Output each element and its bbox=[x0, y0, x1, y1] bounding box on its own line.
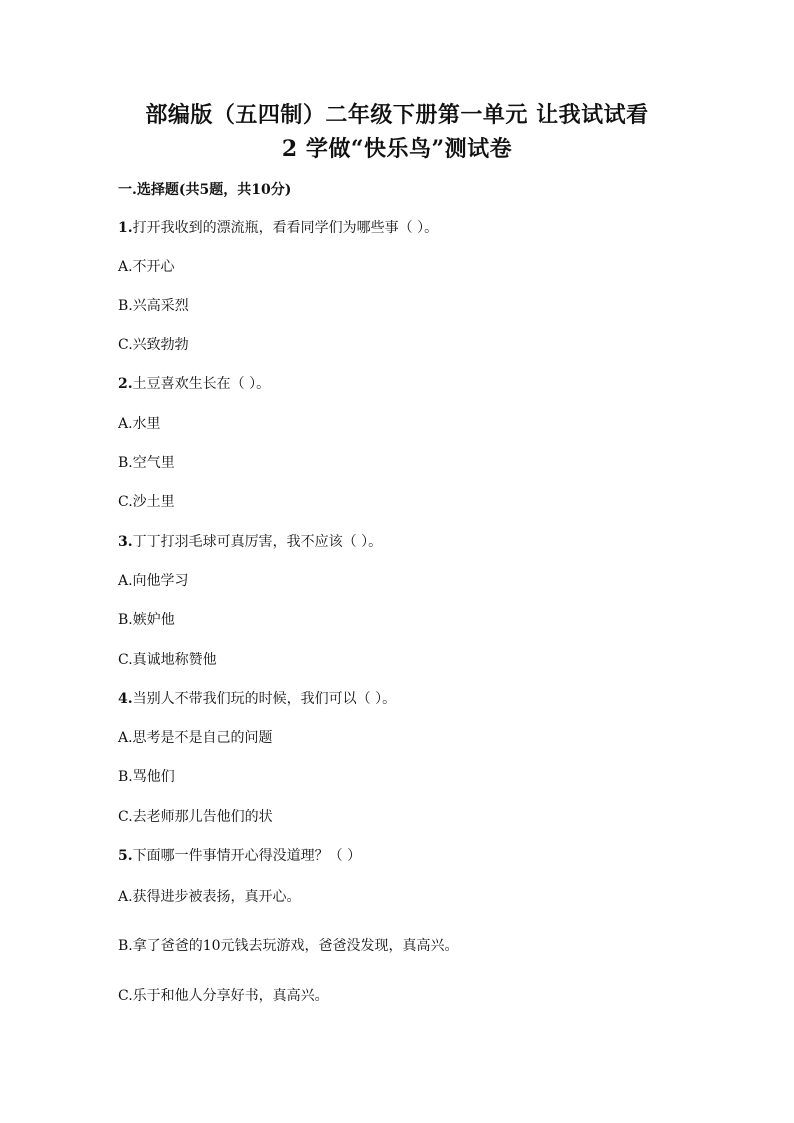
question-3 bbox=[118, 533, 382, 551]
question-3-option-c: C.真诚地称赞他 bbox=[118, 652, 217, 668]
question-4 bbox=[118, 690, 396, 708]
question-stem: 打开我收到的漂流瓶，看看同学们为哪些事（ ）。 bbox=[132, 220, 439, 236]
question-number: 3. bbox=[118, 534, 133, 550]
question-stem: 当别人不带我们玩的时候，我们可以（ ）。 bbox=[132, 691, 397, 707]
question-3-option-a: A.向他学习 bbox=[118, 573, 189, 589]
question-2 bbox=[118, 375, 270, 393]
question-1-option-c: C.兴致勃勃 bbox=[118, 337, 189, 353]
question-1 bbox=[118, 219, 438, 237]
question-1-option-b: B.兴高采烈 bbox=[118, 298, 189, 314]
question-4-option-b: B.骂他们 bbox=[118, 769, 175, 785]
question-number: 2. bbox=[118, 376, 133, 392]
question-5-option-c: C.乐于和他人分享好书，真高兴。 bbox=[118, 988, 329, 1004]
question-5-option-b: B.拿了爸爸的10元钱去玩游戏，爸爸没发现，真高兴。 bbox=[118, 938, 459, 954]
question-4-option-a: A.思考是不是自己的问题 bbox=[118, 730, 273, 746]
question-5 bbox=[118, 847, 361, 865]
question-3-option-b: B.嫉妒他 bbox=[118, 612, 175, 628]
question-5-option-a: A.获得进步被表扬，真开心。 bbox=[118, 889, 301, 905]
question-number: 1. bbox=[118, 220, 133, 236]
question-2-option-c: C.沙土里 bbox=[118, 494, 175, 510]
question-number: 5. bbox=[118, 848, 133, 864]
page-subtitle: 2 学做“快乐鸟”测试卷 bbox=[281, 136, 513, 162]
page-title: 部编版（五四制）二年级下册第一单元 让我试试看 bbox=[145, 102, 649, 128]
question-4-option-c: C.去老师那儿告他们的状 bbox=[118, 809, 273, 825]
question-1-option-a: A.不开心 bbox=[118, 259, 175, 275]
question-2-option-b: B.空气里 bbox=[118, 455, 175, 471]
question-2-option-a: A.水里 bbox=[118, 416, 161, 432]
question-stem: 下面哪一件事情开心得没道理？（ ） bbox=[132, 848, 362, 864]
question-stem: 土豆喜欢生长在（ ）。 bbox=[132, 376, 271, 392]
section-heading: 一.选择题(共5题，共10分) bbox=[118, 182, 292, 198]
question-stem: 丁丁打羽毛球可真厉害，我不应该（ ）。 bbox=[132, 534, 383, 550]
question-number: 4. bbox=[118, 691, 133, 707]
